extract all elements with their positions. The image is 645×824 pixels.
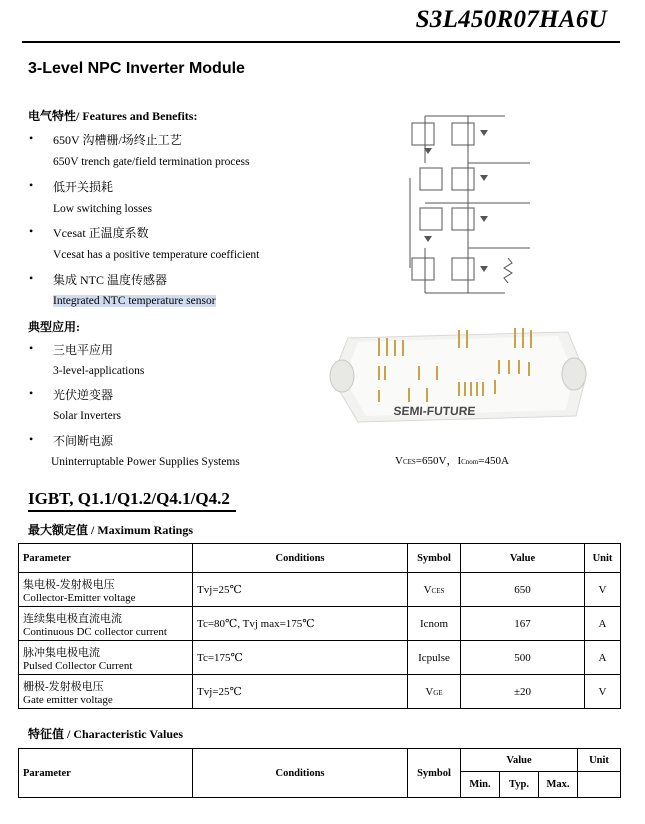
bullet: • bbox=[29, 341, 34, 355]
col-parameter: Parameter bbox=[19, 544, 193, 573]
feature-en-highlighted: Integrated NTC temperature sensor bbox=[53, 295, 216, 307]
col-unit: Unit bbox=[585, 544, 621, 573]
application-cn: 不间断电源 bbox=[53, 434, 114, 448]
module-brand: SEMI-FUTURE bbox=[393, 404, 476, 418]
param-cell: 栅极-发射极电压 Gate emitter voltage bbox=[19, 675, 193, 709]
bullet: • bbox=[29, 131, 34, 145]
application-item bbox=[29, 386, 114, 403]
char-values-title: 特征值 / Characteristic Values bbox=[28, 727, 183, 741]
symbol-cell: Icpulse bbox=[408, 641, 461, 675]
col-unit: Unit bbox=[578, 749, 621, 772]
unit-cell: A bbox=[585, 607, 621, 641]
unit-cell: A bbox=[585, 641, 621, 675]
table-row bbox=[19, 573, 621, 607]
part-number: S3L450R07HA6U bbox=[415, 6, 607, 33]
application-item bbox=[29, 432, 114, 449]
feature-item bbox=[29, 131, 182, 148]
col-conditions: Conditions bbox=[193, 544, 408, 573]
col-max: Max. bbox=[539, 772, 578, 798]
application-en: Solar Inverters bbox=[53, 410, 122, 422]
symbol-cell: VCES bbox=[408, 573, 461, 607]
bullet: • bbox=[29, 224, 34, 238]
unit-cell: V bbox=[585, 573, 621, 607]
application-cn: 光伏逆变器 bbox=[53, 388, 114, 402]
value-cell: 500 bbox=[461, 641, 585, 675]
page-subtitle: 3-Level NPC Inverter Module bbox=[28, 60, 245, 77]
table-row bbox=[19, 675, 621, 709]
feature-en: 650V trench gate/field termination process bbox=[53, 156, 250, 168]
table-header-row bbox=[19, 749, 621, 772]
feature-item bbox=[29, 178, 114, 195]
col-typ: Typ. bbox=[500, 772, 539, 798]
table-row bbox=[19, 641, 621, 675]
application-en: Uninterruptable Power Supplies Systems bbox=[51, 456, 240, 468]
module-photo bbox=[318, 318, 594, 436]
cond-cell: Tvj=25℃ bbox=[193, 675, 408, 709]
header-rule bbox=[22, 41, 620, 43]
features-title: 电气特性/ Features and Benefits: bbox=[28, 109, 198, 123]
max-ratings-table bbox=[18, 543, 621, 709]
cond-cell: Tc=175℃ bbox=[193, 641, 408, 675]
application-cn: 三电平应用 bbox=[53, 343, 114, 357]
feature-cn: 集成 NTC 温度传感器 bbox=[53, 273, 168, 287]
module-rating-caption: VCES=650V，ICnom=450A bbox=[395, 455, 509, 467]
igbt-section-title: IGBT, Q1.1/Q1.2/Q4.1/Q4.2 bbox=[28, 489, 230, 508]
col-unit-empty bbox=[578, 772, 621, 798]
value-cell: ±20 bbox=[461, 675, 585, 709]
cond-cell: Tvj=25℃ bbox=[193, 573, 408, 607]
col-value: Value bbox=[461, 544, 585, 573]
feature-cn: Vcesat 正温度系数 bbox=[53, 226, 149, 240]
col-symbol: Symbol bbox=[408, 749, 461, 798]
cond-cell: Tc=80℃, Tvj max=175℃ bbox=[193, 607, 408, 641]
col-min: Min. bbox=[461, 772, 500, 798]
value-cell: 167 bbox=[461, 607, 585, 641]
circuit-schematic bbox=[380, 108, 550, 308]
param-cell: 集电极-发射极电压 Collector-Emitter voltage bbox=[19, 573, 193, 607]
applications-title: 典型应用: bbox=[28, 320, 80, 334]
feature-item bbox=[29, 224, 149, 241]
bullet: • bbox=[29, 432, 34, 446]
application-en: 3-level-applications bbox=[53, 365, 145, 377]
bullet: • bbox=[29, 271, 34, 285]
col-symbol: Symbol bbox=[408, 544, 461, 573]
param-cell: 脉冲集电极电流 Pulsed Collector Current bbox=[19, 641, 193, 675]
symbol-cell: VGE bbox=[408, 675, 461, 709]
application-item bbox=[29, 341, 114, 358]
bullet: • bbox=[29, 178, 34, 192]
char-values-table bbox=[18, 748, 621, 798]
symbol-cell: Icnom bbox=[408, 607, 461, 641]
col-parameter: Parameter bbox=[19, 749, 193, 798]
igbt-title-underline bbox=[28, 510, 236, 512]
feature-en: Low switching losses bbox=[53, 203, 153, 215]
max-ratings-title: 最大额定值 / Maximum Ratings bbox=[28, 523, 194, 537]
value-cell: 650 bbox=[461, 573, 585, 607]
param-cell: 连续集电极直流电流 Continuous DC collector current bbox=[19, 607, 193, 641]
feature-cn: 650V 沟槽栅/场终止工艺 bbox=[53, 133, 182, 147]
bullet: • bbox=[29, 386, 34, 400]
col-conditions: Conditions bbox=[193, 749, 408, 798]
feature-cn: 低开关损耗 bbox=[53, 180, 114, 194]
feature-en: Vcesat has a positive temperature coefficient bbox=[53, 249, 260, 261]
table-row bbox=[19, 607, 621, 641]
col-value: Value bbox=[461, 749, 578, 772]
feature-item bbox=[29, 271, 168, 288]
table-header-row bbox=[19, 544, 621, 573]
unit-cell: V bbox=[585, 675, 621, 709]
